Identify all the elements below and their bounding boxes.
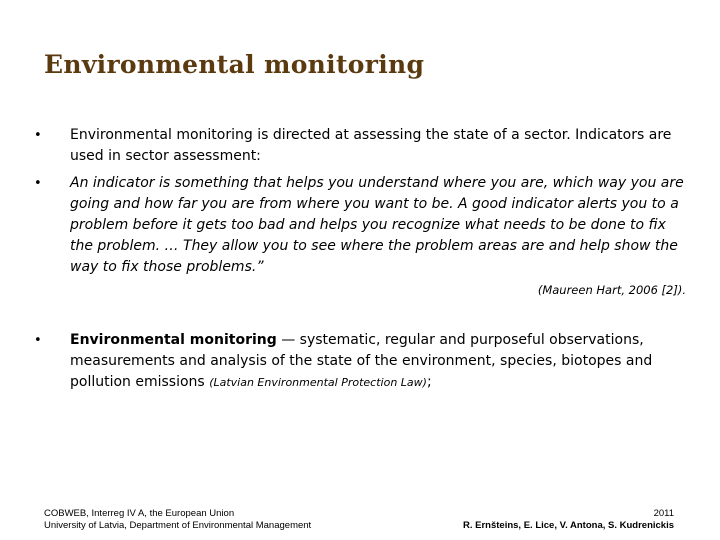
bullet-2-quote: An indicator is something that helps you understand where you are, which way you are going and how far you are from where you want to be. A good indicator alerts you to a problem before it gets too bad and helps you recognize what needs to be done to fix the problem. … They allow you to see where the problem areas are and help show the way to fix those problems.” — [70, 175, 684, 275]
footer-year: 2011 — [653, 508, 674, 519]
bullet-1-text: Environmental monitoring is directed at assessing the state of a sector. Indicators are used in sector assessment: — [70, 127, 672, 164]
definition-end: ; — [426, 374, 432, 390]
footer-project: COBWEB, Interreg IV A, the European Union — [44, 508, 235, 519]
definition-text: — systematic, regular and purposeful observations, measurements and analysis of the state of the environment, species, biotopes and pollution emissions — [70, 332, 653, 390]
footer-institution: University of Latvia, Department of Environmental Management — [44, 520, 312, 531]
slide-title: Environmental monitoring — [44, 50, 425, 79]
footer-right — [463, 508, 674, 532]
footer-left — [44, 508, 311, 532]
bullet-marker: • — [34, 176, 42, 191]
definition-term: Environmental monitoring — [70, 332, 277, 348]
definition-source: (Latvian Environmental Protection Law) — [209, 376, 427, 389]
footer-authors: R. Ernšteins, E. Lice, V. Antona, S. Kudrenickis — [463, 520, 674, 531]
bullet-3-definition — [70, 330, 690, 393]
quote-citation: (Maureen Hart, 2006 [2]). — [537, 283, 686, 297]
bullet-marker: • — [34, 128, 42, 143]
bullet-marker: • — [34, 333, 42, 348]
